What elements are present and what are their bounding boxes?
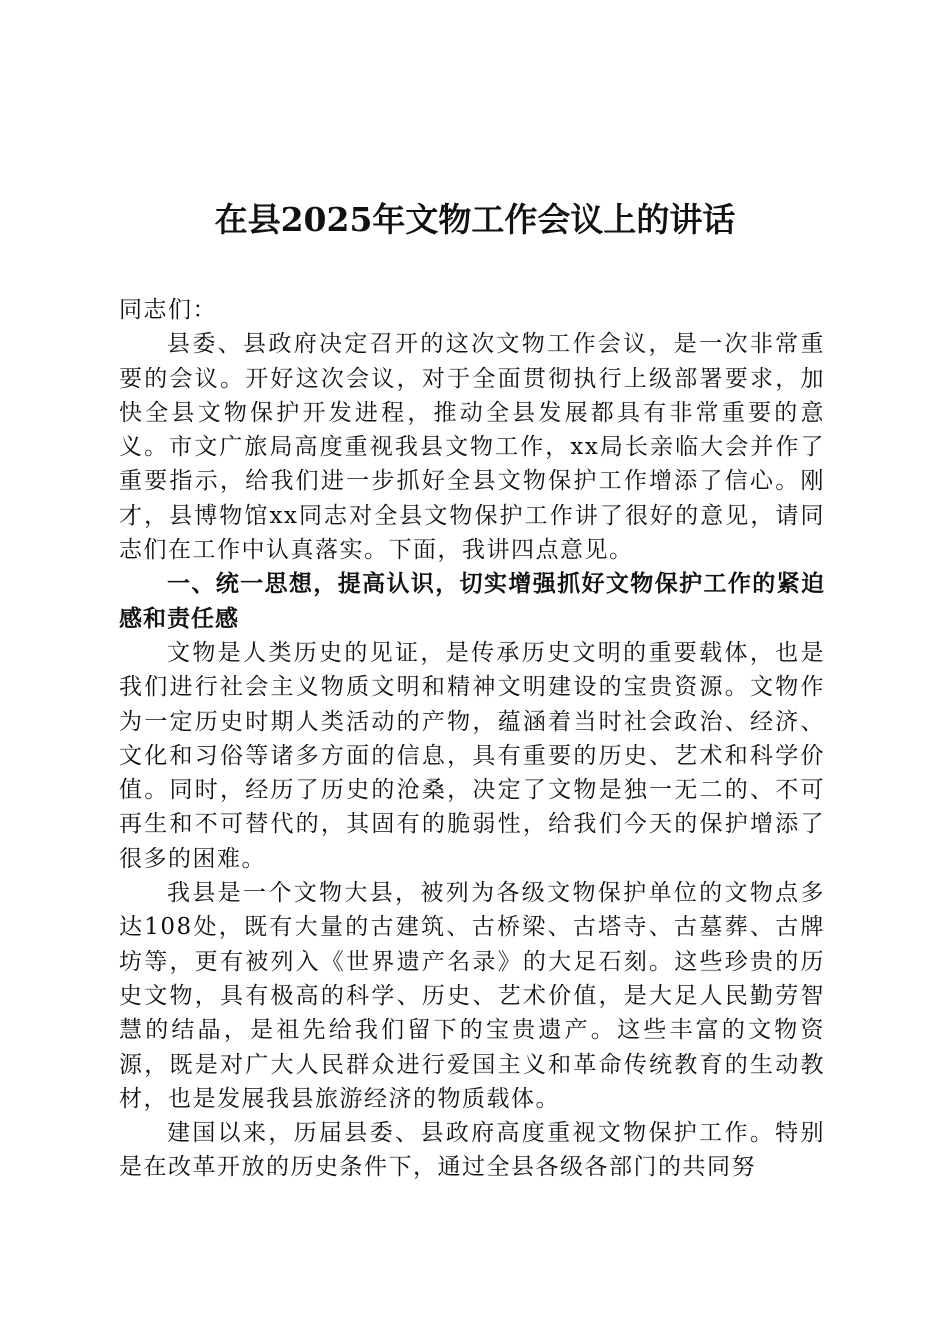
paragraph-history: 建国以来，历届县委、县政府高度重视文物保护工作。特别是在改革开放的历史条件下，通过全县各级各部门的共同努 — [119, 1120, 825, 1181]
document-title: 在县2025年文物工作会议上的讲话 — [214, 200, 736, 239]
paragraph-cultural-relics: 文物是人类历史的见证，是传承历史文明的重要载体，也是我们进行社会主义物质文明和精神文明建设的宝贵资源。文物作为一定历史时期人类活动的产物，蕴涵着当时社会政治、经济、文化和习俗等诸多方面的信息，具有重要的历史、艺术和科学价值。同时，经历了历史的沧桑，决定了文物是独一无二的、不可再生和不可替代的，其固有的脆弱性，给我们今天的保护增添了很多的困难。 — [119, 639, 825, 872]
paragraph-intro: 县委、县政府决定召开的这次文物工作会议，是一次非常重要的会议。开好这次会议，对于全面贯彻执行上级部署要求，加快全县文物保护开发进程，推动全县发展都具有非常重要的意义。市文广旅局高度重视我县文物工作，xx局长亲临大会并作了重要指示，给我们进一步抓好全县文物保护工作增添了信心。刚才，县博物馆xx同志对全县文物保护工作讲了很好的意见，请同志们在工作中认真落实。下面，我讲四点意见。 — [119, 331, 825, 564]
document-body — [119, 293, 825, 1185]
salutation: 同志们： — [119, 297, 217, 323]
paragraph-county-relics: 我县是一个文物大县，被列为各级文物保护单位的文物点多达108处，既有大量的古建筑、古桥梁、古塔寺、古墓葬、古牌坊等，更有被列入《世界遗产名录》的大足石刻。这些珍贵的历史文物，具有极高的科学、历史、艺术价值，是大足人民勤劳智慧的结晶，是祖先给我们留下的宝贵遗产。这些丰富的文物资源，既是对广大人民群众进行爱国主义和革命传统教育的生动教材，也是发展我县旅游经济的物质载体。 — [119, 880, 825, 1112]
section-heading-1: 一、统一思想，提高认识，切实增强抓好文物保护工作的紧迫感和责任感 — [119, 571, 825, 632]
